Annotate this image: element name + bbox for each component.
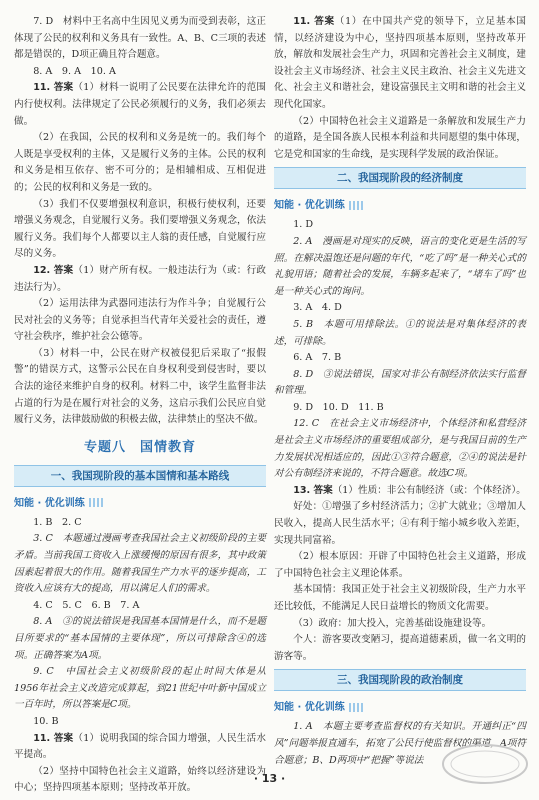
answer-12-part2: （2）运用法律为武器同违法行为作斗争；自觉履行公民对社会的义务等；自觉承担当代青年关爱社会的责任，遵守社会秩序，维护社会公德等。 bbox=[14, 298, 266, 343]
q-3: 3. C 本题通过漫画考查我国社会主义初级阶段的主要矛盾。当前我国工资收入上涨缓慢的原因有很多，其中政策因素起着很大的作用。随着我国生产力水平的逐步提高，工资收入应该有大的提高，用以满足人们的需求。 bbox=[14, 533, 266, 595]
answer-label: 11. 答案 bbox=[33, 732, 74, 744]
pen-decoration-icon bbox=[349, 703, 363, 712]
r-q-1: 1. D bbox=[293, 219, 314, 231]
answer-label: 11. 答案 bbox=[293, 16, 335, 27]
answer-11-part1: 11. 答案（1）材料一说明了公民要在法律允许的范围内行使权利。法律规定了公民必须履行的义务，我们必须去做。 bbox=[14, 82, 266, 127]
q-10: 10. B bbox=[33, 715, 59, 727]
section-heading-1: 一、我国现阶段的基本国情和基本路线 bbox=[14, 465, 266, 487]
q-11-part2: （2）坚持中国特色社会主义道路，始终以经济建设为中心；坚持四项基本原则；坚持改革开放。 bbox=[14, 765, 266, 794]
answer-7: 7. D 材料中王名高中生因见义勇为而受到表彰，这正体现了公民的权利和义务具有一致性。A、B、C三项的表述都是错误的，D项正确且符合题意。 bbox=[14, 16, 266, 61]
r-q-13-individual: 个人：游客要改变陋习，提高道德素质，做一名文明的游客等。 bbox=[274, 634, 526, 662]
r-q-pol-1: 1. A 本题主要考查监督权的有关知识。开通纠正“四风”问题举报直通车，拓宽了公民行使监督权的渠道，A项符合题意；B、D两项中“把握”等说法 bbox=[274, 721, 526, 766]
q-8: 8. A ③的说法错误是我国基本国情是什么，而不是题目所要求的“基本国情的主要体现”，所以可排除含④的选项。正确答案为A项。 bbox=[14, 616, 266, 661]
q-11-part1: 11. 答案（1）说明我国的综合国力增强，人民生活水平提高。 bbox=[14, 732, 266, 761]
r-q-13-part3: （3）政府：加大投入，完善基础设施建设等。 bbox=[293, 617, 492, 629]
answer-12-part1: 12. 答案（1）财产所有权。一般违法行为（或：行政违法行为）。 bbox=[14, 264, 266, 293]
chapter-title: 专题八 国情教育 bbox=[83, 439, 196, 455]
q-4-7: 4. C 5. C 6. B 7. A bbox=[33, 599, 140, 611]
answer-label: 12. 答案 bbox=[33, 264, 74, 276]
answer-11-part2: （2）在我国，公民的权利和义务是统一的。我们每个人既是享受权利的主体，又是履行义务的主体。公民的权利和义务是相互依存、密不可分的；是相辅相成、互相促进的；公民的权利和义务是一致的。 bbox=[14, 132, 266, 193]
r-q-9-11: 9. D 10. D 11. B bbox=[293, 401, 384, 413]
page-number: · 13 · bbox=[253, 772, 286, 785]
r-q-8: 8. D ③说法错误，国家对非公有制经济依法实行监督和管理。 bbox=[274, 368, 526, 397]
answer-label: 13. 答案 bbox=[293, 484, 333, 496]
practice-tag: 知能 · 优化训练 bbox=[14, 495, 103, 513]
watermark-stamp-icon bbox=[440, 742, 530, 786]
r-answer-11-part1: 11. 答案（1）在中国共产党的领导下，立足基本国情，以经济建设为中心，坚持四项基本原则，坚持改革开放，解放和发展社会生产力，巩固和完善社会主义制度，建设社会主义市场经济、社会主义民主政治、社会主义先进文化、社会主义和谐社会，建设富强民主文明和谐的社会主义现代化国家。 bbox=[274, 16, 526, 110]
practice-tag: 知能 · 优化训练 bbox=[274, 699, 363, 717]
r-q-12: 12. C 在社会主义市场经济中，个体经济和私营经济是社会主义市场经济的重要组成部分，是与我国目前的生产力发展状况相适应的，因此①③符合题意，②④的说法是针对公有制经济来说的，不符合题意。故选C项。 bbox=[274, 418, 526, 480]
r-q-13-part1: 13. 答案（1）性质：非公有制经济（或：个体经济）。 bbox=[293, 484, 526, 496]
section-heading-3: 三、我国现阶段的政治制度 bbox=[274, 669, 526, 691]
q-9: 9. C 中国社会主义初级阶段的起止时间大体是从1956年社会主义改造完成算起，到21世纪中叶新中国成立一百年时，所以答案是C项。 bbox=[14, 666, 266, 711]
r-answer-11-part2: （2）中国特色社会主义道路是一条解放和发展生产力的道路，是全国各族人民根本利益和共同愿望的集中体现，它是党和国家的生命线，是实现科学发展的政治保证。 bbox=[274, 115, 526, 160]
r-q-13-part2: （2）根本原因：开辟了中国特色社会主义道路，形成了中国特色社会主义理论体系。 bbox=[274, 551, 526, 579]
pen-decoration-icon bbox=[349, 201, 363, 210]
r-q-5: 5. B 本题可用排除法。①的说法是对集体经济的表述，可排除。 bbox=[274, 318, 526, 347]
answer-12-part3: （3）材料一中，公民在财产权被侵犯后采取了“报假警”的错误方式，这警示公民在自身权利受到侵害时，要以合法的途径来维护自身的权利。材料二中，该学生监督非法占道的行为是在履行对社会的义务，这启示我们公民应自觉履行义务，法律鼓励做的积极去做，法律禁止的坚决不做。 bbox=[14, 347, 266, 426]
q-1-2: 1. B 2. C bbox=[33, 516, 82, 528]
r-q-13-benefits: 好处：①增强了乡村经济活力；②扩大就业；③增加人民收入，提高人民生活水平；④有利于缩小城乡收入差距，实现共同富裕。 bbox=[274, 501, 526, 546]
section-heading-2: 二、我国现阶段的经济制度 bbox=[274, 167, 526, 189]
left-column bbox=[14, 14, 266, 797]
practice-tag: 知能 · 优化训练 bbox=[274, 197, 363, 215]
r-q-6-7: 6. A 7. B bbox=[293, 352, 342, 364]
answer-label: 11. 答案 bbox=[33, 82, 74, 94]
pen-decoration-icon bbox=[89, 498, 103, 507]
r-q-2: 2. A 漫画是对现实的反映，语言的变化更是生活的写照。在解决温饱还是问题的年代，“吃了吗”是一种关心式的礼貌用语；随着社会的发展，车辆多起来了，“堵车了吗”也是一种关心式的询问。 bbox=[274, 235, 526, 297]
r-q-13-national: 基本国情：我国正处于社会主义初级阶段，生产力水平还比较低，不能满足人民日益增长的物质文化需要。 bbox=[274, 584, 526, 612]
right-column bbox=[274, 14, 526, 769]
r-q-3-4: 3. A 4. D bbox=[293, 302, 342, 314]
answer-8-10: 8. A 9. A 10. A bbox=[33, 65, 116, 77]
answer-11-part3: （3）我们不仅要增强权利意识，积极行使权利，还要增强义务观念，自觉履行义务。我们要增强义务观念，依法履行义务。我们每个人都要以主人翁的责任感，自觉履行应尽的义务。 bbox=[14, 198, 266, 260]
